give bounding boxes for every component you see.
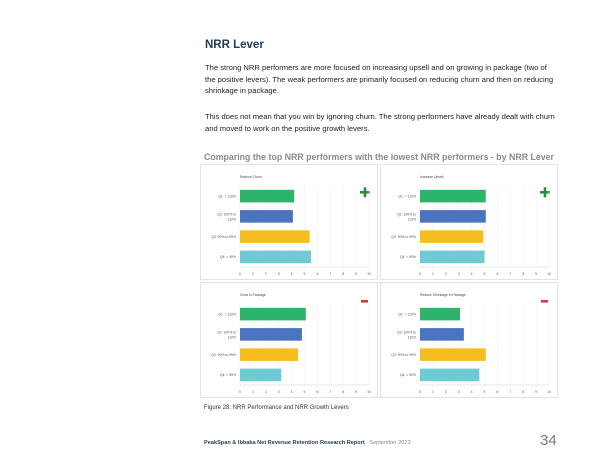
tick-label: 0 [239,390,241,394]
tick-label: 4 [470,390,473,394]
category-label: Q2: 100% to [217,212,236,217]
category-label: Q4: < 90% [399,373,416,378]
chart-title: Reduce Churn [240,175,262,179]
category-label: Q3: 90% to 99% [211,352,236,357]
footer-report-title: PeakSpan & Ibbaka Net Revenue Retention Research Report [204,440,365,446]
tick-label: 8 [342,390,345,394]
tick-label: 3 [457,390,460,394]
tick-label: 9 [355,272,358,276]
tick-label: 9 [355,390,358,394]
minus-icon [361,300,368,303]
chart-panel-1 [201,165,378,280]
category-label: Q3: 90% to 99% [391,234,416,239]
bar-4 [420,251,485,264]
category-label-line-2: 110% [227,217,236,222]
footer-date: September 2023 [369,440,411,446]
tick-label: 7 [329,390,332,394]
bar-1 [420,308,460,321]
tick-label: 9 [535,272,538,276]
bar-4 [240,251,311,264]
tick-label: 5 [483,390,486,394]
bar-2 [240,210,293,223]
tick-label: 10 [547,390,551,394]
tick-label: 3 [277,390,280,394]
bar-4 [420,369,479,382]
category-label: Q1: > 110% [398,194,416,199]
category-label-line-2: 110% [227,335,236,340]
category-label: Q3: 90% to 99% [391,352,416,357]
chart-title: Increase Upsell [420,175,444,179]
paragraph-churn-note: This does not mean that you win by ignoring churn. The strong performers have already dealt with churn and moved to work on the positive growth levers. [205,112,555,133]
bar-3 [240,230,310,243]
tick-label: 9 [535,390,538,394]
bar-3 [420,230,483,243]
paragraph-strong-vs-weak: The strong NRR performers are more focused on increasing upsell and on growing in package (two of the positive levers). The weak performers are primarily focused on reducing churn and then on reducing shrinkage in package. [205,63,554,95]
category-label: Q1: > 110% [398,312,416,317]
category-label: Q4: < 90% [219,373,236,378]
tick-label: 1 [431,272,434,276]
chart-title: Grow in Package [240,293,266,297]
section-heading: NRR Lever [205,39,264,51]
category-label: Q4: < 90% [219,255,236,260]
plus-icon-bar [544,187,547,197]
bar-1 [240,308,306,321]
category-label: Q1: > 110% [218,312,236,317]
tick-label: 2 [444,272,447,276]
bar-3 [240,348,298,361]
tick-label: 7 [509,390,512,394]
plus-icon-bar [364,187,367,197]
tick-label: 3 [457,272,460,276]
category-label-line-2: 110% [407,217,416,222]
category-label: Q4: < 90% [399,255,416,260]
chart-title: Reduce Shrinkage in Package [420,293,466,297]
bar-2 [420,210,486,223]
chart-panel-3 [201,283,378,398]
category-label: Q1: > 110% [218,194,236,199]
nrr-lever-charts [200,164,560,400]
category-label: Q2: 100% to [217,330,236,335]
minus-icon [541,300,548,303]
bar-1 [420,190,486,203]
bar-3 [420,348,486,361]
tick-label: 2 [264,390,267,394]
tick-label: 0 [239,272,241,276]
tick-label: 10 [367,390,371,394]
tick-label: 3 [277,272,280,276]
tick-label: 6 [496,390,499,394]
tick-label: 8 [342,272,345,276]
figure-caption: Figure 28: NRR Performance and NRR Growth Levers [204,405,349,411]
tick-label: 6 [316,390,319,394]
tick-label: 6 [316,272,319,276]
tick-label: 2 [264,272,267,276]
tick-label: 5 [303,272,306,276]
category-label: Q3: 90% to 99% [211,234,236,239]
category-label-line-2: 110% [407,335,416,340]
tick-label: 1 [251,390,254,394]
tick-label: 10 [367,272,371,276]
tick-label: 7 [329,272,332,276]
footer [204,440,411,446]
category-label: Q2: 100% to [397,330,416,335]
category-label: Q2: 100% to [397,212,416,217]
bar-2 [420,328,464,341]
bar-4 [240,369,281,382]
chart-panel-2 [381,165,558,280]
tick-label: 5 [483,272,486,276]
tick-label: 4 [470,272,473,276]
chart-panel-4 [381,283,558,398]
bar-2 [240,328,302,341]
tick-label: 1 [251,272,254,276]
tick-label: 5 [303,390,306,394]
tick-label: 0 [419,390,421,394]
tick-label: 10 [547,272,551,276]
bar-1 [240,190,294,203]
tick-label: 4 [290,272,293,276]
figure-title: Comparing the top NRR performers with the lowest NRR performers - by NRR Lever [204,152,554,162]
tick-label: 0 [419,272,421,276]
tick-label: 6 [496,272,499,276]
tick-label: 2 [444,390,447,394]
tick-label: 4 [290,390,293,394]
tick-label: 8 [522,272,525,276]
tick-label: 8 [522,390,525,394]
page-number: 34 [540,432,557,449]
tick-label: 7 [509,272,512,276]
tick-label: 1 [431,390,434,394]
